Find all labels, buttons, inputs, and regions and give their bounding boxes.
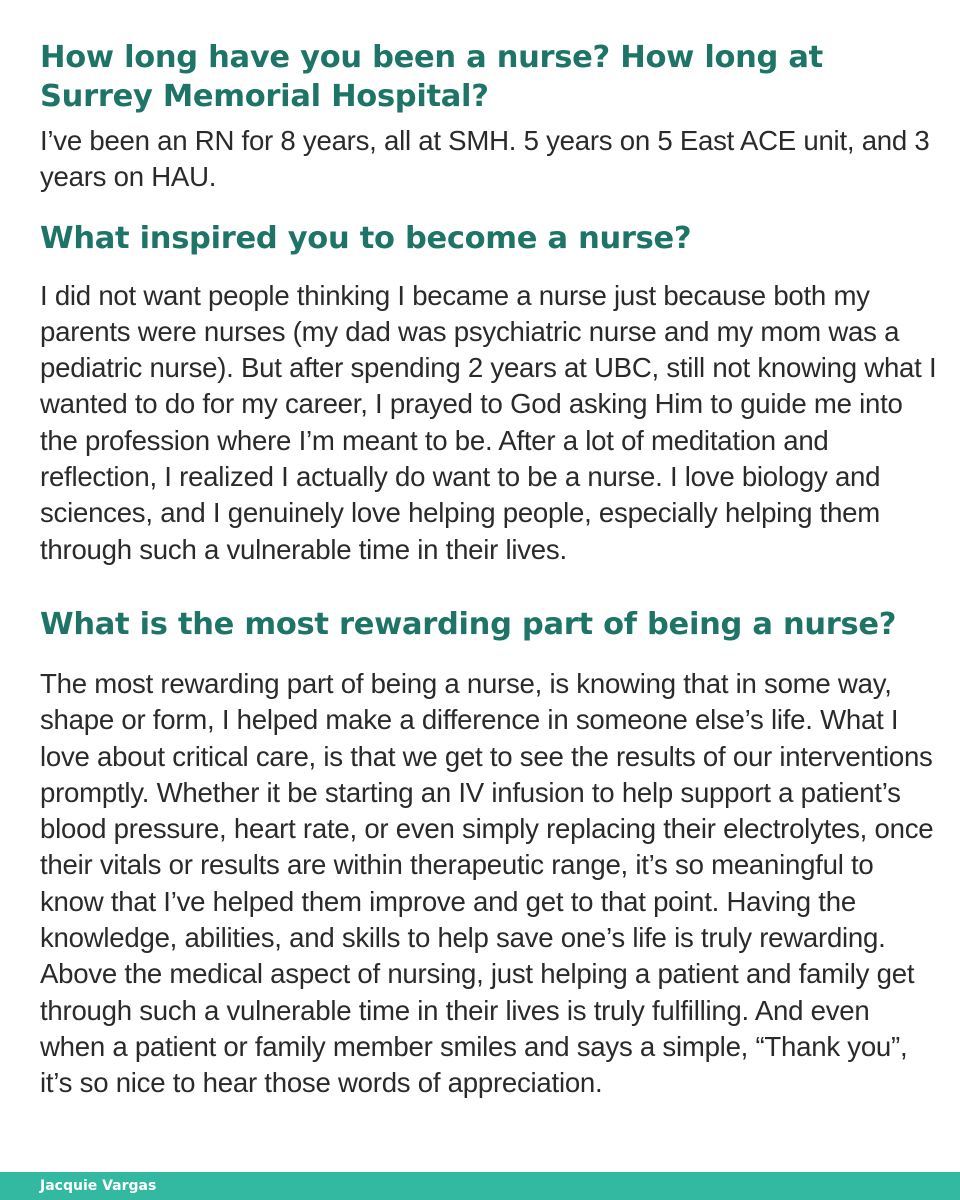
- interview-content: [40, 38, 940, 1102]
- question-heading-rewarding-part: What is the most rewarding part of being a nurse?: [40, 606, 897, 642]
- answer-inspiration: I did not want people thinking I became a nurse just because both my parents were nurses (my dad was psychiatric nurse and my mom was a pediatric nurse). But after spending 2 years at UBC, still not knowing what I wanted to do for my career, I prayed to God asking Him to guide me into the profession where I’m meant to be. After a lot of meditation and reflection, I realized I actually do want to be a nurse. I love biology and sciences, and I genuinely love helping people, especially helping them through such a vulnerable time in their lives.: [40, 279, 937, 565]
- answer-years-nursing: I’ve been an RN for 8 years, all at SMH. 5 years on 5 East ACE unit, and 3 years on HAU.: [40, 125, 930, 193]
- footer-bar: [0, 1172, 960, 1200]
- answer-rewarding-part: The most rewarding part of being a nurse, is knowing that in some way, shape or form, I helped make a difference in someone else’s life. What I love about critical care, is that we get to see the results of our interventions promptly. Whether it be starting an IV infusion to help support a patient’s blood pressure, heart rate, or even simply replacing their electrolytes, once their vitals or results are within therapeutic range, it’s so meaningful to know that I’ve helped them improve and get to that point. Having the knowledge, abilities, and skills to help save one’s life is truly rewarding. Above the medical aspect of nursing, just helping a patient and family get through such a vulnerable time in their lives is truly fulfilling. And even when a patient or family member smiles and says a simple, “Thank you”, it’s so nice to hear those words of appreciation.: [40, 667, 934, 1099]
- question-heading-inspiration: What inspired you to become a nurse?: [40, 220, 692, 256]
- question-heading-years-nursing: How long have you been a nurse? How long at Surrey Memorial Hospital?: [40, 40, 823, 114]
- footer-author-name: Jacquie Vargas: [40, 1178, 157, 1194]
